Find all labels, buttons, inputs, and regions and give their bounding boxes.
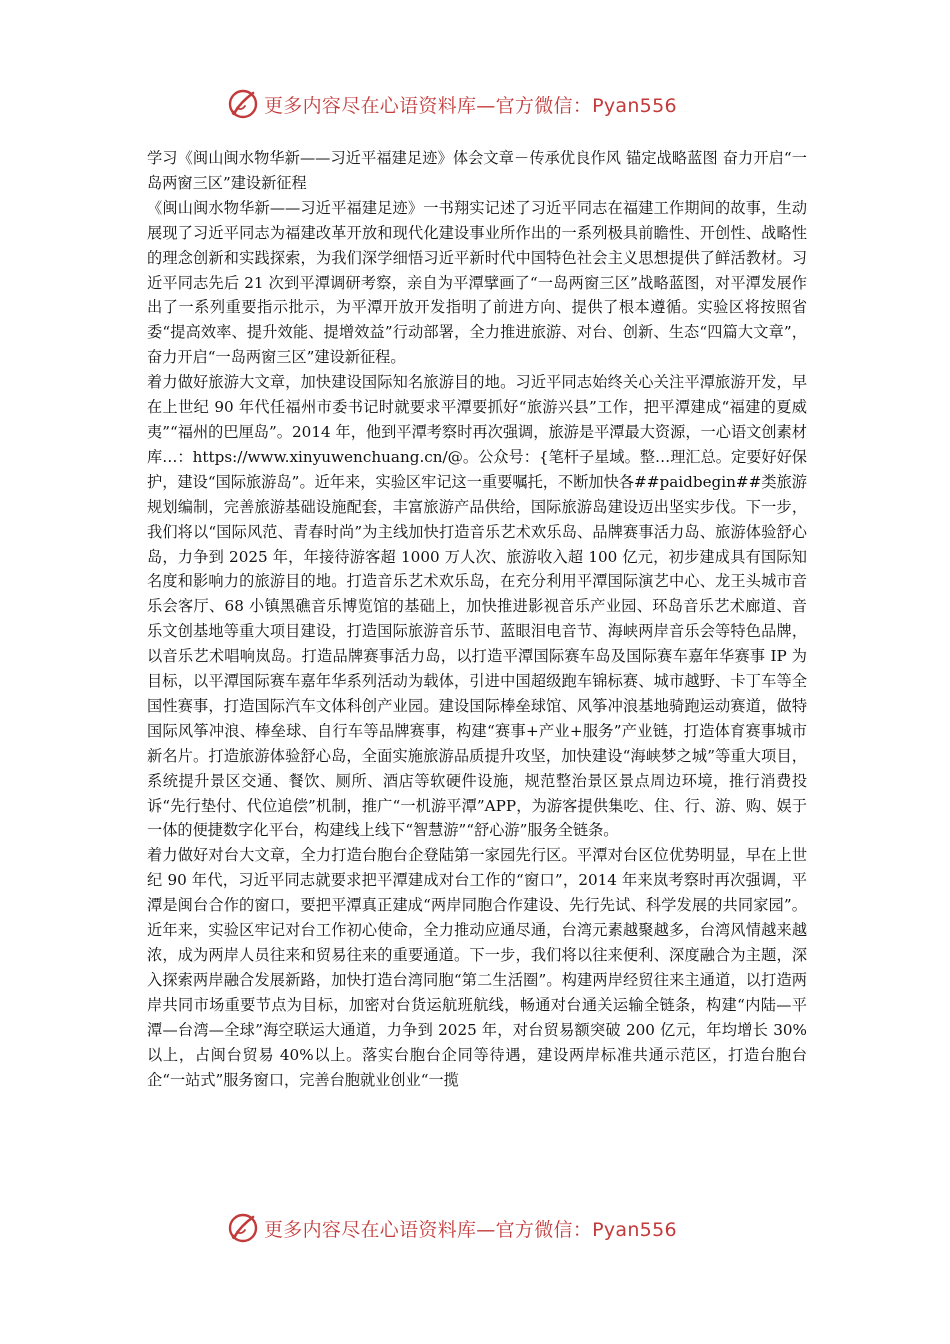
banner-text: 更多内容尽在心语资料库—官方微信：Pyan556 — [264, 1218, 677, 1241]
header-banner — [0, 84, 950, 124]
document-body — [147, 146, 807, 1092]
footer-banner — [0, 1208, 950, 1248]
document-title: 学习《闽山闽水物华新——习近平福建足迹》体会文章－传承优良作风 锚定战略蓝图 奋力开启“一岛两窗三区”建设新征程 — [147, 149, 807, 192]
brush-logo-icon — [226, 1211, 260, 1245]
paragraph-intro: 《闽山闽水物华新——习近平福建足迹》一书翔实记述了习近平同志在福建工作期间的故事，生动展现了习近平同志为福建改革开放和现代化建设事业所作出的一系列极具前瞻性、开创性、战略性的理念创新和实践探索，为我们深学细悟习近平新时代中国特色社会主义思想提供了鲜活教材。习近平同志先后 21 次到平潭调研考察，亲自为平潭擘画了“一岛两窗三区”战略蓝图，对平潭发展作出了一系列重要指示批示，为平潭开放开发指明了前进方向、提供了根本遵循。实验区将按照省委“提高效率、提升效能、提增效益”行动部署，全力推进旅游、对台、创新、生态“四篇大文章”，奋力开启“一岛两窗三区”建设新征程。 — [147, 198, 807, 367]
banner-text: 更多内容尽在心语资料库—官方微信：Pyan556 — [264, 94, 677, 117]
paragraph-tourism: 着力做好旅游大文章，加快建设国际知名旅游目的地。习近平同志始终关心关注平潭旅游开发，早在上世纪 90 年代任福州市委书记时就要求平潭要抓好“旅游兴县”工作，把平潭建成“福建的夏威夷”“福州的巴厘岛”。2014 年，他到平潭考察时再次强调，旅游是平潭最大资源，一心语文创素材库…：https://www.xinyuwenchuang.cn/@。公众号：{笔杆子星域。整…理汇总。定要好好保护，建设“国际旅游岛”。近年来，实验区牢记这一重要嘱托，不断加快各##paidbegin##类旅游规划编制，完善旅游基础设施配套，丰富旅游产品供给，国际旅游岛建设迈出坚实步伐。下一步，我们将以“国际风范、青春时尚”为主线加快打造音乐艺术欢乐岛、品牌赛事活力岛、旅游体验舒心岛，力争到 2025 年，年接待游客超 1000 万人次、旅游收入超 100 亿元，初步建成具有国际知名度和影响力的旅游目的地。打造音乐艺术欢乐岛，在充分利用平潭国际演艺中心、龙王头城市音乐会客厅、68 小镇黑礁音乐博览馆的基础上，加快推进影视音乐产业园、环岛音乐艺术廊道、音乐文创基地等重大项目建设，打造国际旅游音乐节、蓝眼泪电音节、海峡两岸音乐会等特色品牌，以音乐艺术唱响岚岛。打造品牌赛事活力岛，以打造平潭国际赛车岛及国际赛车嘉年华赛事 IP 为目标，以平潭国际赛车嘉年华系列活动为载体，引进中国超级跑车锦标赛、城市越野、卡丁车等全国性赛事，打造国际汽车文体科创产业园。建设国际棒垒球馆、风筝冲浪基地骑跑运动赛道，做特国际风筝冲浪、棒垒球、自行车等品牌赛事，构建“赛事+产业+服务”产业链，打造体育赛事城市新名片。打造旅游体验舒心岛，全面实施旅游品质提升攻坚，加快建设“海峡梦之城”等重大项目，系统提升景区交通、餐饮、厕所、酒店等软硬件设施，规范整治景区景点周边环境，推行消费投诉“先行垫付、代位追偿”机制，推广“一机游平潭”APP，为游客提供集吃、住、行、游、购、娱于一体的便捷数字化平台，构建线上线下“智慧游”“舒心游”服务全链条。 — [147, 373, 807, 840]
brush-logo-icon — [226, 87, 260, 121]
paragraph-taiwan: 着力做好对台大文章，全力打造台胞台企登陆第一家园先行区。平潭对台区位优势明显，早在上世纪 90 年代，习近平同志就要求把平潭建成对台工作的“窗口”，2014 年来岚考察时再次强调，平潭是闽台合作的窗口，要把平潭真正建成“两岸同胞合作建设、先行先试、科学发展的共同家园”。近年来，实验区牢记对台工作初心使命，全力推动应通尽通，台湾元素越聚越多，台湾风情越来越浓，成为两岸人员往来和贸易往来的重要通道。下一步，我们将以往来便利、深度融合为主题，深入探索两岸融合发展新路，加快打造台湾同胞“第二生活圈”。构建两岸经贸往来主通道，以打造两岸共同市场重要节点为目标，加密对台货运航班航线，畅通对台通关运输全链条，构建“内陆—平潭—台湾—全球”海空联运大通道，力争到 2025 年，对台贸易额突破 200 亿元，年均增长 30%以上，占闽台贸易 40%以上。落实台胞台企同等待遇，建设两岸标准共通示范区，打造台胞台企“一站式”服务窗口，完善台胞就业创业“一揽 — [147, 846, 807, 1089]
